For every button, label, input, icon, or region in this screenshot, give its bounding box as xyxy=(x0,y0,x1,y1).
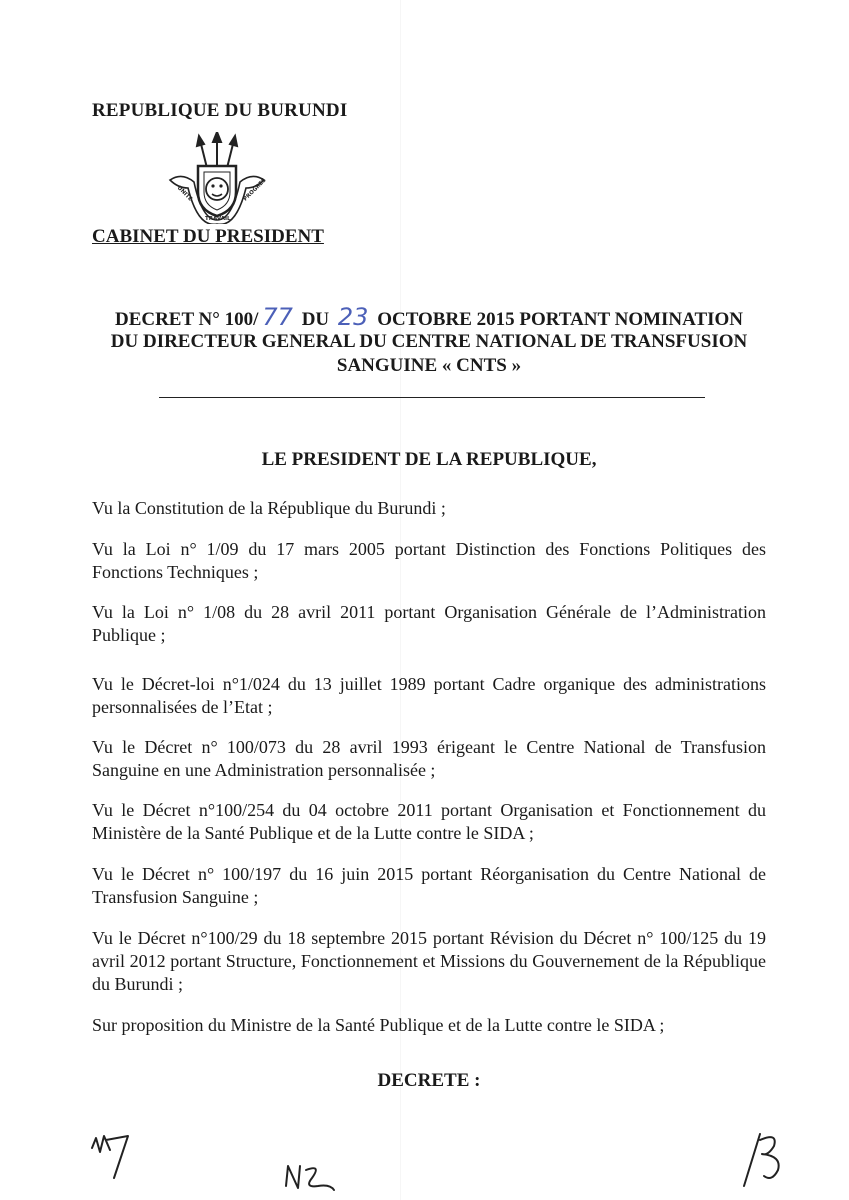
title-underline-rule xyxy=(159,397,705,398)
consideration-paragraph: Vu le Décret n° 100/197 du 16 juin 2015 portant Réorganisation du Centre National de Transfusion Sanguine ; xyxy=(92,864,766,907)
decree-title-line-2: DU DIRECTEUR GENERAL DU CENTRE NATIONAL DE TRANSFUSION xyxy=(110,331,748,352)
emblem-motto-left: UNITE xyxy=(175,185,194,203)
handwritten-decree-number: 77 xyxy=(262,303,293,331)
handwritten-initials-left xyxy=(88,1126,136,1182)
consideration-paragraph: Vu le Décret-loi n°1/024 du 13 juillet 1989 portant Cadre organique des administrations personnalisées de l’Etat ; xyxy=(92,674,766,717)
proposal-paragraph: Sur proposition du Ministre de la Santé Publique et de la Lutte contre le SIDA ; xyxy=(92,1015,665,1035)
handwritten-initials-right xyxy=(738,1130,798,1188)
handwritten-decree-day: 23 xyxy=(337,303,369,331)
consideration-paragraph: Vu la Constitution de la République du Burundi ; xyxy=(92,498,446,518)
consideration-paragraph: Vu la Loi n° 1/09 du 17 mars 2005 portant Distinction des Fonctions Politiques des Fonctions Techniques ; xyxy=(92,539,766,582)
decree-title-line-3: SANGUINE « CNTS » xyxy=(336,355,522,376)
consideration-paragraph: Vu le Décret n°100/254 du 04 octobre 2011 portant Organisation et Fonctionnement du Ministère de la Santé Publique et de la Lutte contre le SIDA ; xyxy=(92,800,766,843)
consideration-paragraph: Vu le Décret n°100/29 du 18 septembre 2015 portant Révision du Décret n° 100/125 du 19 avril 2012 portant Structure, Fonctionnement et Missions du Gouvernement de la République du Burundi ; xyxy=(92,928,766,994)
decree-title-line-1 xyxy=(92,303,766,331)
cabinet-heading: CABINET DU PRESIDENT xyxy=(92,226,324,247)
republic-heading: REPUBLIQUE DU BURUNDI xyxy=(92,100,348,121)
decrete-heading: DECRETE : xyxy=(377,1070,481,1091)
burundi-coat-of-arms xyxy=(164,132,270,224)
president-heading: LE PRESIDENT DE LA REPUBLIQUE, xyxy=(261,449,597,470)
consideration-paragraph: Vu le Décret n° 100/073 du 28 avril 1993 érigeant le Centre National de Transfusion Sanguine en une Administration personnalisée ; xyxy=(92,737,766,780)
emblem-motto-center: TRAVAIL xyxy=(205,216,231,222)
decree-title-du: DU xyxy=(301,309,330,330)
handwritten-initials-center xyxy=(282,1160,338,1198)
decree-title-prefix: DECRET N° 100/ xyxy=(114,309,259,330)
decree-title-line-1-rest: OCTOBRE 2015 PORTANT NOMINATION xyxy=(377,309,744,330)
consideration-paragraph: Vu la Loi n° 1/08 du 28 avril 2011 portant Organisation Générale de l’Administration Publique ; xyxy=(92,602,766,645)
emblem-motto-right: PROGRES xyxy=(242,177,268,203)
